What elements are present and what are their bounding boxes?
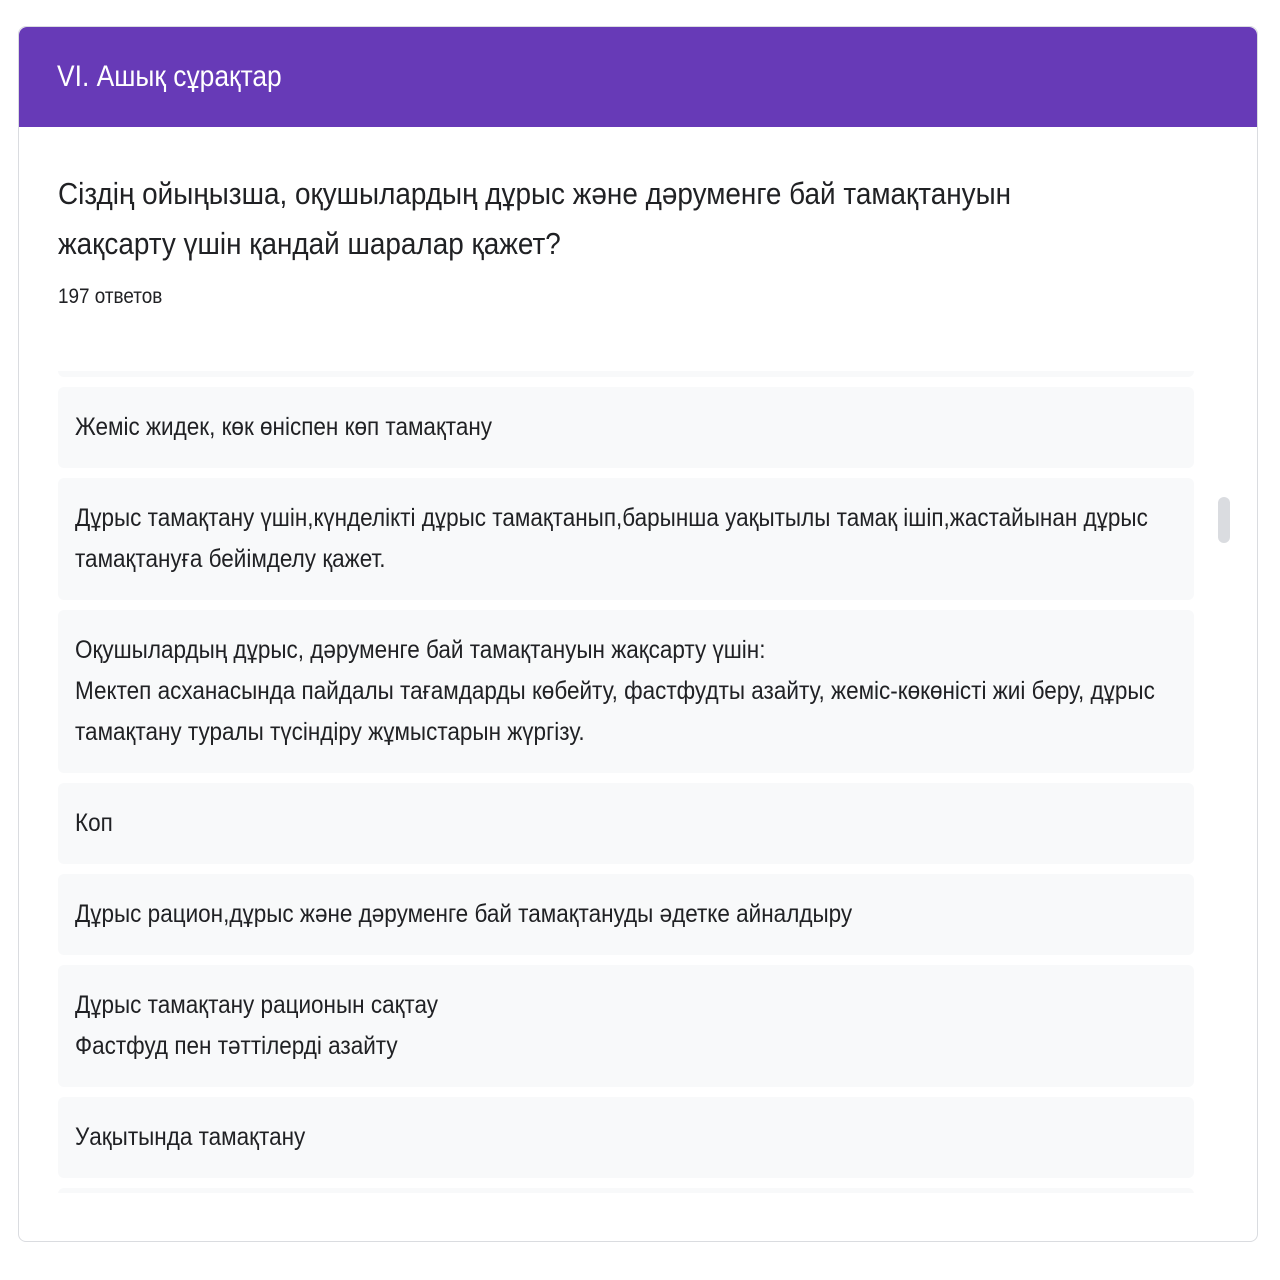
response-text: Дұрыс тамақтану үшін,күнделікті дұрыс тамақтанып,барынша уақытылы тамақ ішіп,жастайынан дұрыс тамақтануға бейімделу қажет. [75,504,1148,573]
question-title: Сіздің ойыңызша, оқушылардың дұрыс және дәруменге бай тамақтануын жақсарту үшін қандай шаралар қажет? [58,176,1012,261]
response-item-partial [58,371,1194,377]
response-text: Дұрыс тамақтану рационын сақтау Фастфуд пен тәттілерді азайту [75,991,439,1060]
question-summary-card [18,26,1258,1242]
section-title: VI. Ашық сұрақтар [57,60,282,93]
section-header [19,27,1257,127]
responses-list[interactable] [58,371,1194,1193]
response-item [58,610,1194,773]
response-text: Жеміс жидек, көк өніспен көп тамақтану [75,413,493,441]
response-item [58,874,1194,955]
response-item [58,387,1194,468]
response-item [58,1097,1194,1178]
scrollbar-thumb[interactable] [1218,497,1230,543]
response-count: 197 ответов [58,285,163,308]
response-item [58,478,1194,600]
response-text: Уақытында тамақтану [75,1123,306,1151]
response-item-partial [58,1188,1194,1193]
response-item [58,783,1194,864]
response-text: Дұрыс рацион,дұрыс және дәруменге бай тамақтануды әдетке айналдыру [75,900,853,928]
response-item [58,965,1194,1087]
response-text: Оқушылардың дұрыс, дәруменге бай тамақтануын жақсарту үшін: Мектеп асханасында пайдалы тағамдарды көбейту, фастфудты азайту, жеміс-көкөністі жиі беру, дұрыс тамақтану туралы түсіндіру жұмыстарын жүргізу. [75,636,1155,746]
response-text: Коп [75,809,113,837]
